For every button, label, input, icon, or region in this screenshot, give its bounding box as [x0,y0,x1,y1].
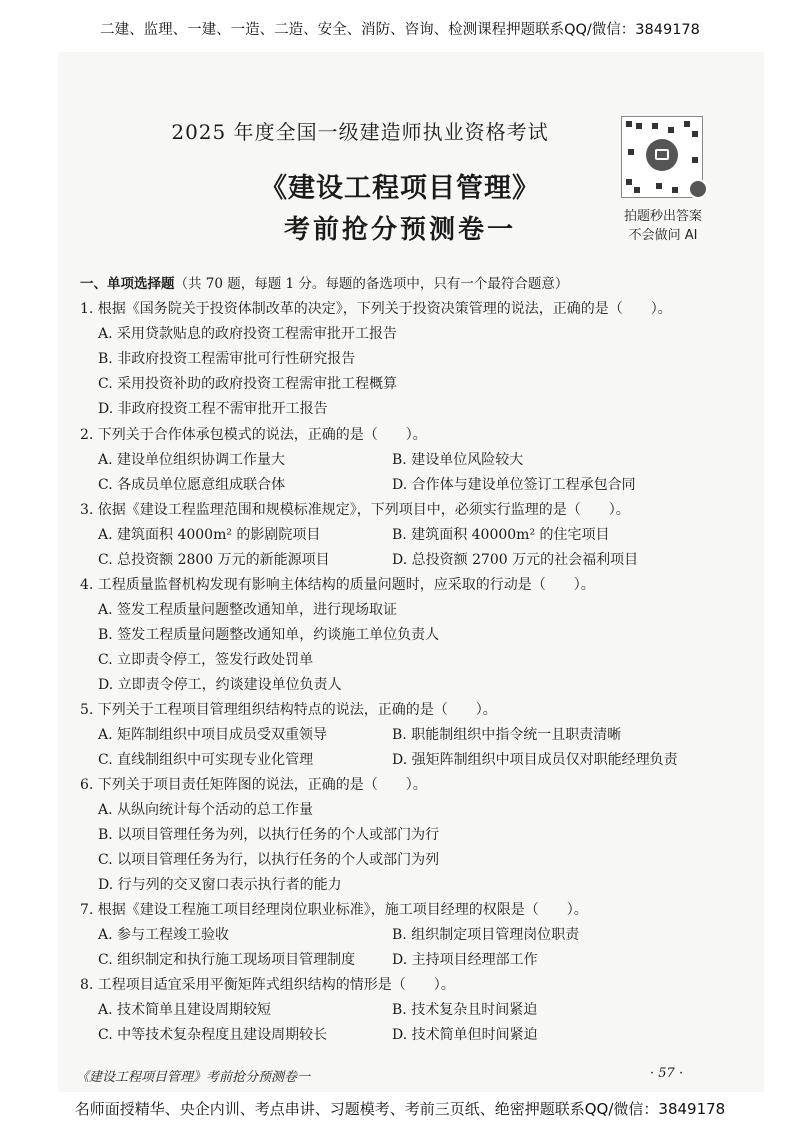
question-option: B. 以项目管理任务为列，以执行任务的个人或部门为行 [98,827,440,843]
qr-caption-line2: 不会做问 AI [628,228,698,243]
exam-title: 2025 年度全国一级建造师执业资格考试 [171,120,549,144]
badge-icon [688,179,708,199]
question-stem: 6. 下列关于项目责任矩阵图的说法，正确的是（ ）。 [80,777,427,793]
camera-icon [646,139,678,171]
question-option: C. 以项目管理任务为行，以执行任务的个人或部门为列 [98,852,440,868]
question-option: A. 建筑面积 4000m² 的影剧院项目 [98,527,321,543]
section-heading [80,272,568,292]
question-option: D. 技术简单但时间紧迫 [392,1027,538,1043]
page-number: · 57 · [650,1066,684,1081]
qr-code[interactable] [621,116,703,198]
section-note: （共 70 题，每题 1 分。每题的备选项中，只有一个最符合题意） [174,276,569,292]
question-option: B. 组织制定项目管理岗位职责 [392,927,580,943]
question-stem: 8. 工程项目适宜采用平衡矩阵式组织结构的情形是（ ）。 [80,977,455,993]
question-option: A. 技术简单且建设周期较短 [98,1002,272,1018]
book-title: 《建设工程项目管理》 [260,173,540,204]
question-option: A. 建设单位组织协调工作量大 [98,452,286,468]
question-option: B. 签发工程质量问题整改通知单，约谈施工单位负责人 [98,627,440,643]
question-stem: 4. 工程质量监督机构发现有影响主体结构的质量问题时，应采取的行动是（ ）。 [80,577,595,593]
question-option: A. 签发工程质量问题整改通知单，进行现场取证 [98,602,398,618]
question-option: B. 建筑面积 40000m² 的住宅项目 [392,527,610,543]
question-option: D. 非政府投资工程不需审批开工报告 [98,401,328,417]
paper-title: 考前抢分预测卷一 [283,215,516,245]
question-option: C. 立即责令停工，签发行政处罚单 [98,652,314,668]
question-option: C. 中等技术复杂程度且建设周期较长 [98,1027,328,1043]
question-option: D. 强矩阵制组织中项目成员仅对职能经理负责 [392,752,678,768]
question-stem: 7. 根据《建设工程施工项目经理岗位职业标准》，施工项目经理的权限是（ ）。 [80,902,588,918]
question-stem: 3. 依据《建设工程监理范围和规模标准规定》，下列项目中，必须实行监理的是（ ）。 [80,502,630,518]
question-option: D. 总投资额 2700 万元的社会福利项目 [392,552,639,568]
section-title: 一、单项选择题 [80,276,175,292]
question-option: D. 行与列的交叉窗口表示执行者的能力 [98,877,342,893]
question-option: B. 技术复杂且时间紧迫 [392,1002,538,1018]
footer-title: 《建设工程项目管理》考前抢分预测卷一 [76,1070,311,1085]
question-option: D. 立即责令停工，约谈建设单位负责人 [98,677,342,693]
question-stem: 2. 下列关于合作体承包模式的说法，正确的是（ ）。 [80,427,427,443]
qr-caption-line1: 拍题秒出答案 [623,209,702,224]
question-option: D. 主持项目经理部工作 [392,952,538,968]
question-option: A. 采用贷款贴息的政府投资工程需审批开工报告 [98,326,398,342]
question-option: D. 合作体与建设单位签订工程承包合同 [392,477,636,493]
bottom-promo-banner: 名师面授精华、央企内训、考点串讲、习题模考、考前三页纸、绝密押题联系QQ/微信：3849178 [74,1100,726,1118]
question-option: B. 非政府投资工程需审批可行性研究报告 [98,351,356,367]
question-stem: 5. 下列关于工程项目管理组织结构特点的说法，正确的是（ ）。 [80,702,497,718]
question-option: C. 总投资额 2800 万元的新能源项目 [98,552,330,568]
question-option: A. 矩阵制组织中项目成员受双重领导 [98,727,328,743]
question-option: A. 从纵向统计每个活动的总工作量 [98,802,314,818]
question-option: B. 建设单位风险较大 [392,452,524,468]
question-stem: 1. 根据《国务院关于投资体制改革的决定》，下列关于投资决策管理的说法，正确的是（ ）。 [80,301,672,317]
question-option: C. 采用投资补助的政府投资工程需审批工程概算 [98,376,398,392]
question-option: B. 职能制组织中指令统一且职责清晰 [392,727,622,743]
top-promo-banner: 二建、监理、一建、一造、二造、安全、消防、咨询、检测课程押题联系QQ/微信：3849178 [100,22,700,38]
question-option: C. 组织制定和执行施工现场项目管理制度 [98,952,356,968]
question-option: C. 直线制组织中可实现专业化管理 [98,752,314,768]
question-option: C. 各成员单位愿意组成联合体 [98,477,286,493]
question-option: A. 参与工程竣工验收 [98,927,230,943]
